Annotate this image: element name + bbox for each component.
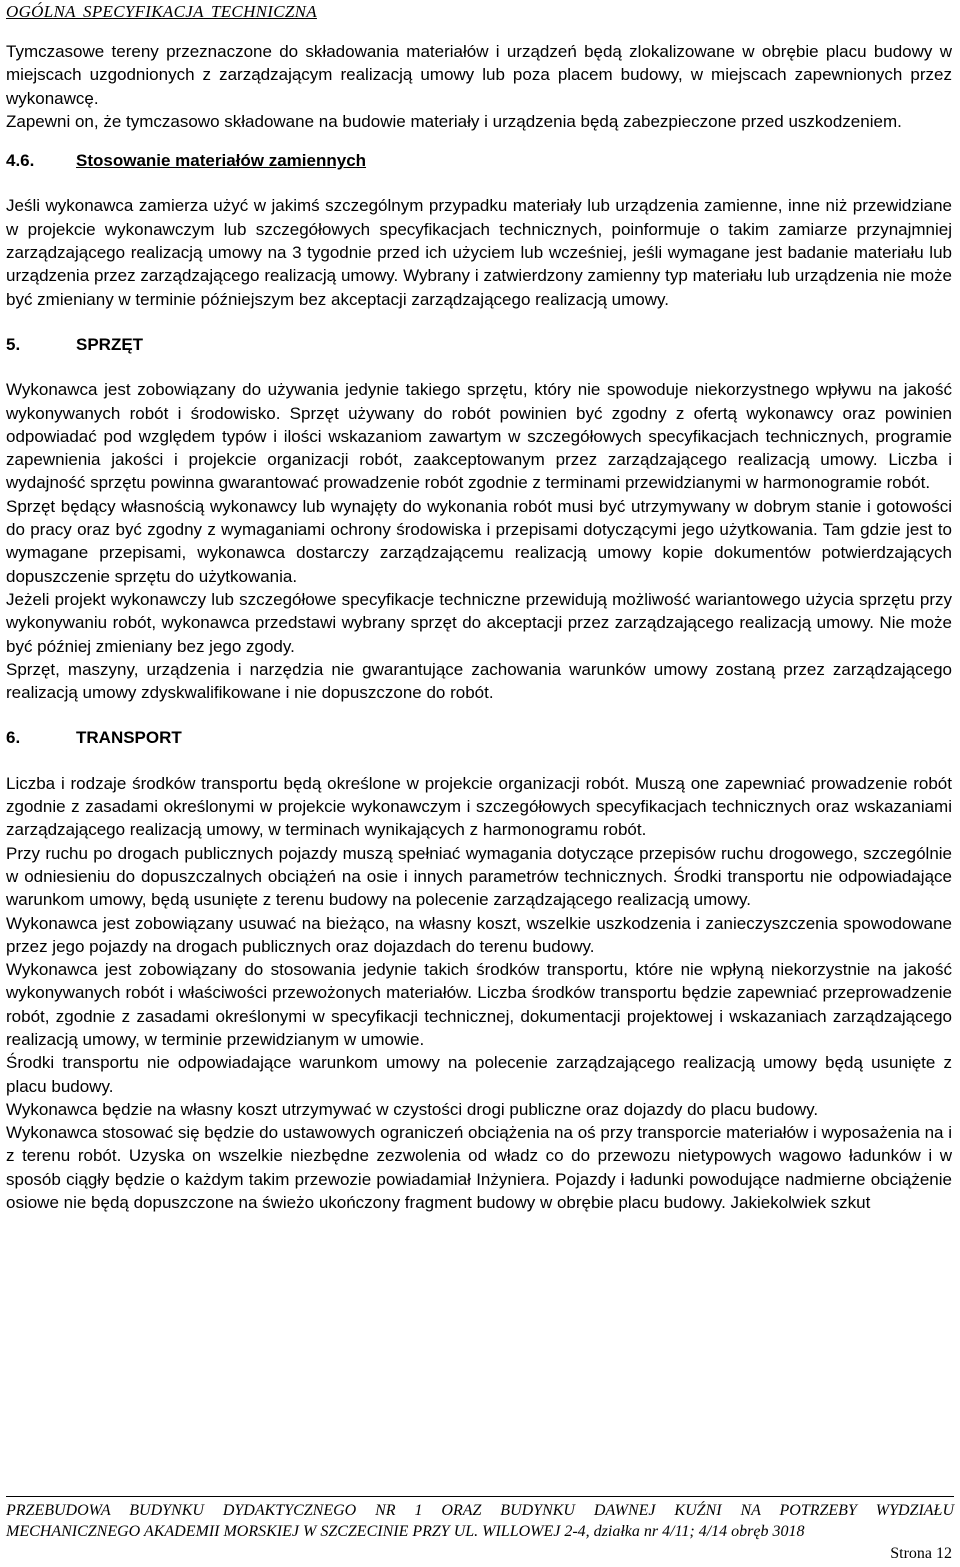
paragraph: Wykonawca jest zobowiązany do używania jedynie takiego sprzętu, który nie spowoduje niekorzystnego wpływu na jakość wykonywanych robót i środowisko. Sprzęt używany do robót powinien być zgodny z ofertą wykonawcy oraz powinien odpowiadać pod względem typów i ilości wskazaniom zawartym w szczegółowych specyfikacjach technicznych, programie zapewnienia jakości i projekcie organizacji robót, zaakceptowanym przez zarządzającego realizacją umowy. Liczba i wydajność sprzętu powinna gwarantować prowadzenie robót zgodnie z terminami przewidzianymi w harmonogramie robót.	[6, 380, 952, 493]
paragraph: Wykonawca jest zobowiązany do stosowania jedynie takich środków transportu, które nie wpłyną niekorzystnie na jakość wykonywanych robót i właściwości przewożonych materiałów. Liczba środków transportu będzie zapewniać przeprowadzenie robót, zgodnie z zasadami określonymi w specyfikacji technicznej, dokumentacji projektowej i wskazaniach zarządzającego realizacją umowy, w terminie przewidzianym w umowie.	[6, 960, 952, 1049]
paragraph: Jeśli wykonawca zamierza użyć w jakimś szczególnym przypadku materiały lub urządzenia zamienne, inne niż przewidziane w projekcie wykonawczym lub szczegółowych specyfikacjach technicznych, poinformuje o takim zamiarze przynajmniej zarządzającego realizacją umowy na 3 tygodnie przed ich użyciem lub wcześniej, jeśli wymagane jest badanie materiału lub urządzenia przez zarządzającego realizacją umowy. Wybrany i zatwierdzony zamienny typ materiału lub urządzenia nie może być zmieniany w terminie późniejszym bez akceptacji zarządzającego realizacją umowy.	[6, 196, 952, 309]
page-number: Strona 12	[890, 1545, 952, 1562]
paragraph: Wykonawca będzie na własny koszt utrzymywać w czystości drogi publiczne oraz dojazdy do placu budowy.	[6, 1099, 819, 1119]
paragraph: Wykonawca jest zobowiązany usuwać na bieżąco, na własny koszt, wszelkie uszkodzenia i zanieczyszczenia spowodowane przez jego pojazdy na drogach publicznych oraz dojazdach do terenu budowy.	[6, 913, 952, 956]
paragraph: Środki transportu nie odpowiadające warunkom umowy na polecenie zarządzającego realizacją umowy będą usunięte z placu budowy.	[6, 1053, 952, 1096]
paragraph: Liczba i rodzaje środków transportu będą określone w projekcie organizacji robót. Muszą one zapewniać prowadzenie robót zgodnie z zasadami określonymi w projekcie wykonawczym i szczegółowych specyfikacjach technicznych oraz wskazaniami zarządzającego realizacją umowy, w terminach wynikających z harmonogramu robót.	[6, 773, 952, 840]
paragraph: Zapewni on, że tymczasowo składowane na budowie materiały i urządzenia będą zabezpieczone przed uszkodzeniem.	[6, 111, 902, 131]
paragraph: Wykonawca stosować się będzie do ustawowych ograniczeń obciążenia na oś przy transporcie materiałów i wyposażenia na i z terenu robót. Uzyska on wszelkie niezbędne zezwolenia od władz co do przewozu nietypowych wagowo ładunków i w sposób ciągły będzie o każdym takim przewozie powiadamiał Inżyniera. Pojazdy i ładunki powodujące nadmierne obciążenie osiowe nie będą dopuszczone na świeżo ukończony fragment budowy w obrębie placu budowy. Jakiekolwiek szkut	[6, 1123, 952, 1213]
page-footer	[6, 1500, 954, 1542]
section-heading-5	[6, 333, 952, 356]
paragraph: Sprzęt będący własnością wykonawcy lub wynajęty do wykonania robót musi być utrzymywany w dobrym stanie i gotowości do pracy oraz być zgodny z wymaganiami ochrony środowiska i przepisami dotyczącymi jego użytkowania. Tam gdzie jest to wymagane przepisami, wykonawca dostarczy zarządzającemu realizacją umowy kopie dokumentów potwierdzających dopuszczenie sprzętu do użytkowania.	[6, 496, 952, 586]
paragraph: Tymczasowe tereny przeznaczone do składowania materiałów i urządzeń będą zlokalizowane w obrębie placu budowy w miejscach uzgodnionych z zarządzającym realizacją umowy lub poza placem budowy, w miejscach zapewnionych przez wykonawcę.	[6, 42, 952, 108]
document-body	[6, 40, 952, 1214]
section-heading-4-6	[6, 149, 952, 172]
section-heading-6	[6, 726, 952, 749]
section-number: 6.	[6, 728, 21, 748]
page-header: OGÓLNA SPECYFIKACJA TECHNICZNA	[6, 2, 317, 21]
section-title: Stosowanie materiałów zamiennych	[76, 151, 367, 171]
paragraph: Przy ruchu po drogach publicznych pojazdy muszą spełniać wymagania dotyczące przepisów ruchu drogowego, szczególnie w odniesieniu do dopuszczalnych obciążeń na osie i innych parametrów technicznych. Środki transportu nie odpowiadające warunkom umowy, będą usunięte z terenu budowy na polecenie zarządzającego realizacją umowy.	[6, 843, 952, 910]
footer-line: MECHANICZNEGO AKADEMII MORSKIEJ W SZCZECINIE PRZY UL. WILLOWEJ 2-4, działka nr 4/11; 4/14 obręb 3018	[6, 1523, 805, 1540]
footer-line: PRZEBUDOWA BUDYNKU DYDAKTYCZNEGO NR 1 ORAZ BUDYNKU DAWNEJ KUŹNI NA POTRZEBY WYDZIAŁU	[6, 1502, 954, 1519]
section-number: 5.	[6, 334, 21, 354]
section-title: SPRZĘT	[76, 334, 144, 354]
paragraph: Sprzęt, maszyny, urządzenia i narzędzia nie gwarantujące zachowania warunków umowy zostaną przez zarządzającego realizacją umowy zdyskwalifikowane i nie dopuszczone do robót.	[6, 659, 952, 703]
section-title: TRANSPORT	[76, 728, 182, 748]
paragraph: Jeżeli projekt wykonawczy lub szczegółowe specyfikacje techniczne przewidują możliwość wariantowego użycia sprzętu przy wykonywaniu robót, wykonawca przedstawi wybrany sprzęt do akceptacji przez zarządzającego realizacją umowy. Nie może być później zmieniany bez jego zgody.	[6, 589, 952, 656]
footer-divider	[6, 1496, 954, 1497]
section-number: 4.6.	[6, 151, 35, 171]
